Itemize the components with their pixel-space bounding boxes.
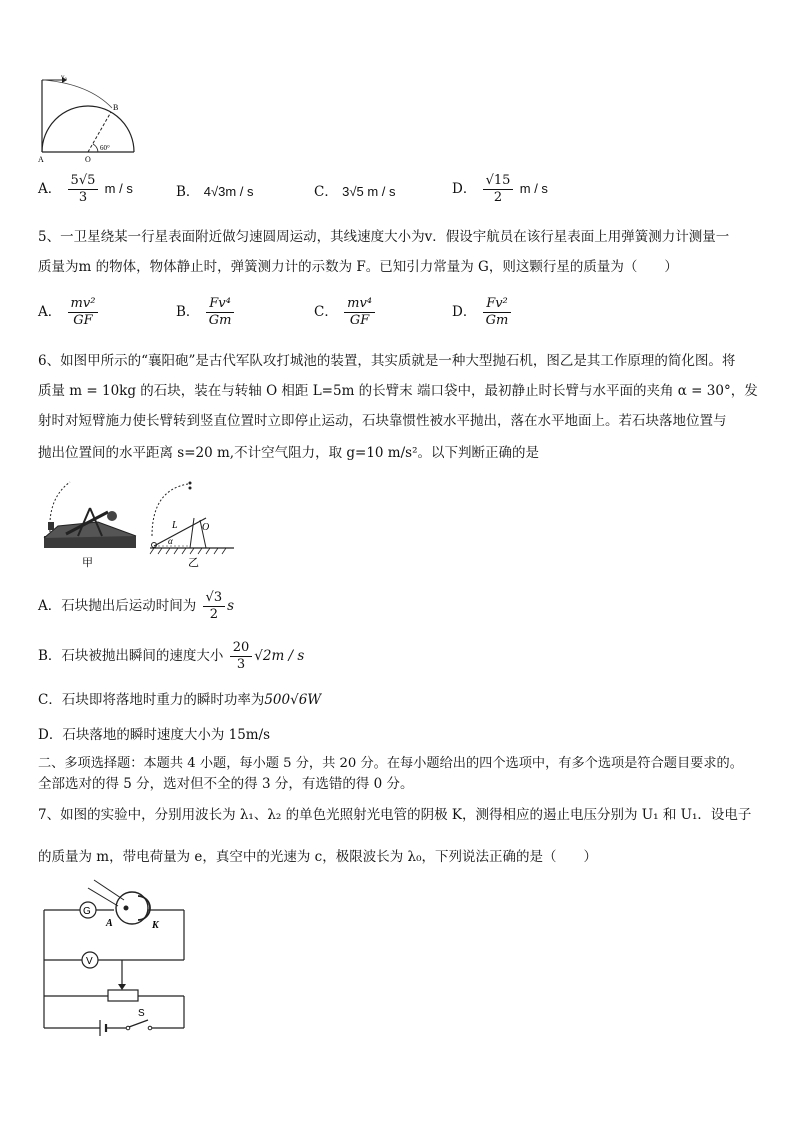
- q6-line-1: 6、如图甲所示的“襄阳砲”是古代军队攻打城池的装置，其实质就是一种大型抛石机，图乙是其工作原理的简化图。将: [38, 353, 736, 369]
- q5-option-a: A． $\frac{\text{mv²}}{GF}$: [38, 296, 100, 329]
- q4-option-c: C． 3√5 m / s: [314, 184, 396, 200]
- label-alpha: α: [168, 536, 173, 546]
- label-O: O: [85, 155, 91, 164]
- q4-option-b: B． 4√3m / s: [176, 184, 254, 200]
- label-B: B: [113, 103, 119, 112]
- section2-line-1: 二、多项选择题：本题共 4 小题，每小题 5 分，共 20 分。在每小题给出的四个选项中，有多个选项是符合题目要求的。: [38, 756, 743, 771]
- q6-option-a: A．石块抛出后运动时间为 $\frac{√3}{2}$ s: [38, 590, 235, 622]
- q6-line-2: 质量 m = 10kg 的石块，装在与转轴 O 相距 L=5m 的长臂末 端口袋中，最初静止时长臂与水平面的夹角 α = 30°，发: [38, 383, 758, 399]
- label-O-pivot: O: [202, 522, 210, 533]
- label-v0: v₀: [61, 74, 67, 81]
- q6-option-c: C．石块即将落地时重力的瞬时功率为500√6W: [38, 692, 322, 708]
- label-S: S: [138, 1008, 145, 1019]
- label-K-cathode: K: [152, 920, 159, 931]
- section2-line-2: 全部选对的得 5 分，选对但不全的得 3 分，有选错的得 0 分。: [38, 776, 414, 792]
- q4-option-a: A． $\frac{5√5}{3}$ m / s: [38, 173, 133, 205]
- label-A-anode: A: [106, 918, 113, 929]
- projectile-semicircle-figure: [34, 74, 144, 164]
- q6-line-3: 射时对短臂施力使长臂转到竖直位置时立即停止运动，石块靠惯性被水平抛出，落在水平地面上。若石块落地位置与: [38, 413, 727, 429]
- label-L: L: [172, 520, 178, 531]
- label-G: G: [83, 906, 91, 917]
- q6-option-d: D．石块落地的瞬时速度大小为 15m/s: [38, 727, 271, 743]
- photoelectric-circuit-figure: [38, 876, 198, 1038]
- q7-line-1: 7、如图的实验中，分别用波长为 λ₁、λ₂ 的单色光照射光电管的阴极 K，测得相应的遏止电压分别为 U₁ 和 U₁．设电子: [38, 807, 752, 823]
- q5-line-2: 质量为m 的物体，物体静止时，弹簧测力计的示数为 F。已知引力常量为 G，则这颗行星的质量为（ ）: [38, 259, 678, 275]
- trebuchet-figure: [38, 478, 238, 574]
- q6-option-b: B．石块被抛出瞬间的速度大小 $\frac{20}{3}$ √2m / s: [38, 640, 305, 672]
- q5-line-1: 5、一卫星绕某一行星表面附近做匀速圆周运动，其线速度大小为v．假设宇航员在该行星表面上用弹簧测力计测量一: [38, 229, 730, 245]
- q5-option-c: C． $\frac{\text{mv⁴}}{GF}$: [314, 296, 377, 329]
- label-angle: 60°: [100, 144, 110, 152]
- q5-option-d: D． $\frac{\text{Fv²}}{Gm}$: [452, 296, 513, 329]
- q7-line-2: 的质量为 m，带电荷量为 e，真空中的光速为 c，极限波长为 λ₀，下列说法正确的是（ ）: [38, 849, 597, 865]
- q5-option-b: B． $\frac{\text{Fv⁴}}{Gm}$: [176, 296, 236, 329]
- q6-line-4: 抛出位置间的水平距离 s=20 m,不计空气阻力，取 g=10 m/s²。以下判断正确的是: [38, 445, 539, 461]
- label-yi: 乙: [188, 556, 199, 569]
- label-jia: 甲: [82, 556, 93, 569]
- label-V: V: [86, 956, 93, 967]
- q4-option-d: D． $\frac{√15}{2}$ m / s: [452, 173, 548, 205]
- label-A: A: [38, 155, 44, 164]
